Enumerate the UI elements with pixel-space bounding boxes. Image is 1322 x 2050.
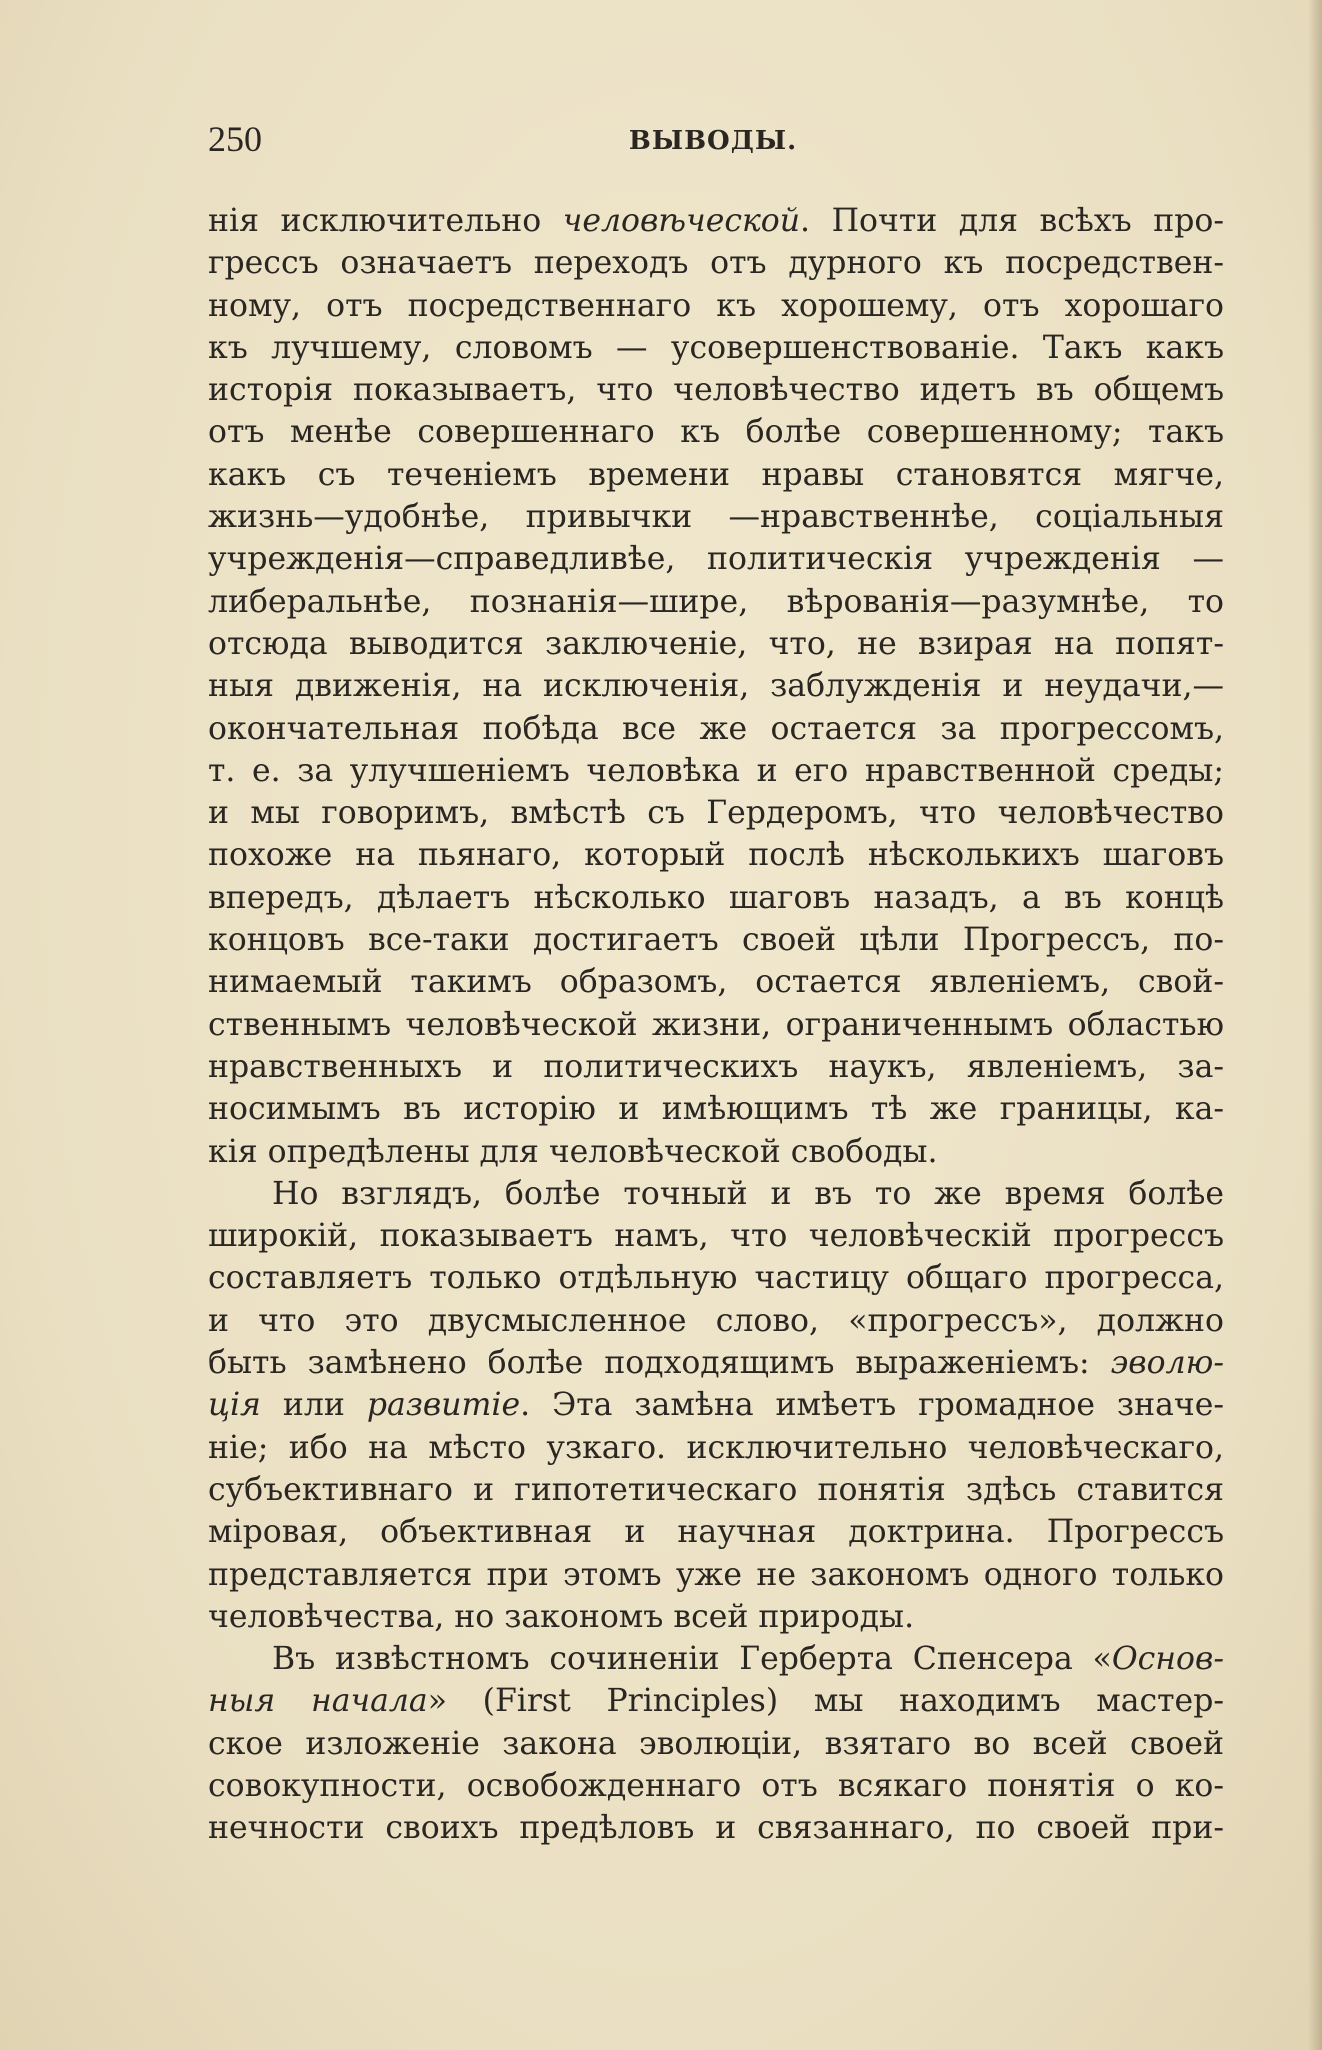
text-line (208, 1427, 1224, 1469)
page-edge-shadow (1308, 0, 1322, 2050)
text-line (208, 1807, 1224, 1849)
text-span: учрежденія—справедливѣе, политическія учрежденія — (208, 541, 1224, 578)
text-line (208, 242, 1224, 284)
body-text (208, 200, 1224, 1850)
text-line (208, 877, 1224, 919)
text-span: грессъ означаетъ переходъ отъ дурного къ посредствен- (208, 245, 1224, 282)
text-span: либеральнѣе, познанія—шире, вѣрованія—разумнѣе, то (208, 583, 1224, 620)
text-line (208, 1131, 1224, 1173)
text-span: отсюда выводится заключеніе, что, не взирая на попят- (208, 625, 1224, 662)
italic-text-span: человѣческой (562, 203, 801, 239)
text-line (208, 961, 1224, 1003)
text-span: къ лучшему, словомъ — усовершенствованіе. Такъ какъ (208, 329, 1224, 366)
text-line (208, 665, 1224, 707)
text-line (208, 369, 1224, 411)
text-span: нравственныхъ и политическихъ наукъ, явленіемъ, за- (208, 1048, 1224, 1085)
text-span: человѣчества, но закономъ всей природы. (208, 1598, 915, 1635)
text-line (208, 200, 1224, 242)
text-line (208, 538, 1224, 580)
text-line (208, 1554, 1224, 1596)
text-span: и мы говоримъ, вмѣстѣ съ Гердеромъ, что человѣчество (208, 795, 1224, 832)
text-span: быть замѣнено болѣе подходящимъ выраженіемъ: (208, 1345, 1111, 1382)
text-span: міровая, объективная и научная доктрина. Прогрессъ (208, 1514, 1224, 1551)
text-span: нечности своихъ предѣловъ и связаннаго, по своей при- (208, 1810, 1224, 1847)
text-span: похоже на пьянаго, который послѣ нѣсколькихъ шаговъ (208, 837, 1224, 874)
text-line (208, 411, 1224, 453)
italic-text-span: развитіе (366, 1387, 521, 1424)
text-span: Въ извѣстномъ сочиненіи Герберта Спенсера « (272, 1641, 1112, 1678)
text-line (208, 1469, 1224, 1511)
text-line (208, 792, 1224, 834)
text-span: впередъ, дѣлаетъ нѣсколько шаговъ назадъ, а въ концѣ (208, 879, 1224, 916)
text-line (208, 1342, 1224, 1384)
text-span: исторія показываетъ, что человѣчество идетъ въ общемъ (208, 372, 1224, 409)
text-line (208, 454, 1224, 496)
text-span: ственнымъ человѣческой жизни, ограниченнымъ областью (208, 1006, 1224, 1043)
text-span: нимаемый такимъ образомъ, остается явленіемъ, свой- (208, 964, 1224, 1001)
text-span: какъ съ теченіемъ времени нравы становятся мягче, (208, 456, 1224, 493)
text-span: составляетъ только отдѣльную частицу общаго прогресса, (208, 1260, 1224, 1297)
text-span: широкій, показываетъ намъ, что человѣческій прогрессъ (208, 1218, 1224, 1255)
italic-text-span: ныя начала (208, 1683, 428, 1720)
text-line (208, 834, 1224, 876)
text-line (208, 1173, 1224, 1215)
text-line (208, 1088, 1224, 1130)
text-span: субъективнаго и гипотетическаго понятія здѣсь ставится (208, 1471, 1224, 1508)
text-line (208, 708, 1224, 750)
text-line (208, 1300, 1224, 1342)
text-span: отъ менѣе совершеннаго къ болѣе совершенному; такъ (208, 414, 1224, 451)
text-span: нія исключительно (208, 203, 563, 239)
text-line (208, 623, 1224, 665)
text-line (208, 1723, 1224, 1765)
page-number: 250 (208, 119, 262, 159)
text-span: концовъ все-таки достигаетъ своей цѣли Прогрессъ, по- (208, 922, 1224, 959)
text-span: . Почти для всѣхъ про- (800, 203, 1224, 239)
text-line (208, 1215, 1224, 1257)
text-line (208, 1046, 1224, 1088)
text-span: кія опредѣлены для человѣческой свободы. (208, 1133, 938, 1170)
text-line (208, 919, 1224, 961)
text-span: ніе; ибо на мѣсто узкаго. исключительно человѣческаго, (208, 1429, 1224, 1466)
text-span: жизнь—удобнѣе, привычки —нравственнѣе, соціальныя (208, 499, 1224, 536)
text-span: окончательная побѣда все же остается за прогрессомъ, (208, 710, 1224, 747)
text-line (208, 581, 1224, 623)
text-span: или (260, 1387, 367, 1424)
text-line (208, 1680, 1224, 1722)
italic-text-span: эволю- (1110, 1345, 1224, 1382)
text-line (208, 285, 1224, 327)
text-line (208, 1384, 1224, 1426)
text-span: » (First Principles) мы находимъ мастер- (427, 1683, 1225, 1720)
text-line (208, 750, 1224, 792)
text-line (208, 1765, 1224, 1807)
page-header (208, 118, 1218, 166)
text-span: ному, отъ посредственнаго къ хорошему, отъ хорошаго (208, 287, 1224, 324)
text-span: ское изложеніе закона эволюціи, взятаго во всей своей (208, 1725, 1224, 1762)
text-span: носимымъ въ исторію и имѣющимъ тѣ же границы, ка- (208, 1091, 1224, 1128)
text-line (208, 1511, 1224, 1553)
text-span: и что это двусмысленное слово, «прогрессъ», должно (208, 1302, 1224, 1339)
text-span: совокупности, освобожденнаго отъ всякаго понятія о ко- (208, 1767, 1224, 1804)
text-line (208, 1257, 1224, 1299)
italic-text-span: ція (208, 1387, 261, 1424)
text-span: Но взглядъ, болѣе точный и въ то же время болѣе (272, 1175, 1224, 1212)
text-line (208, 496, 1224, 538)
text-line (208, 1004, 1224, 1046)
text-line (208, 1596, 1224, 1638)
text-span: . Эта замѣна имѣетъ громадное значе- (520, 1387, 1224, 1424)
text-span: ныя движенія, на исключенія, заблужденія и неудачи,— (208, 668, 1224, 705)
text-line (208, 1638, 1224, 1680)
text-span: представляется при этомъ уже не закономъ одного только (208, 1556, 1224, 1593)
text-line (208, 327, 1224, 369)
text-span: т. е. за улучшеніемъ человѣка и его нравственной среды; (208, 752, 1224, 789)
running-head: ВЫВОДЫ. (628, 126, 798, 156)
italic-text-span: Основ- (1111, 1641, 1224, 1678)
